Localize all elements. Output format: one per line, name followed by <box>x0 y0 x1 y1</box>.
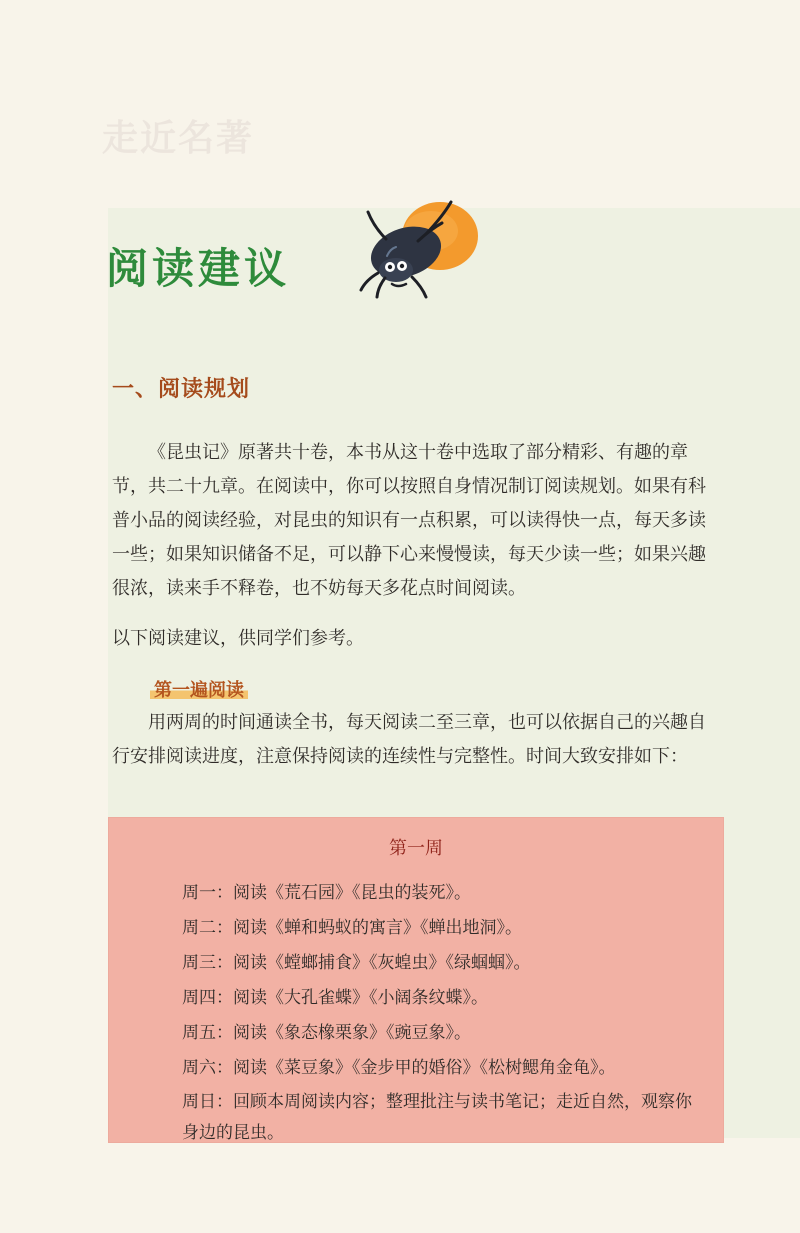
suggestion-text: 以下阅读建议，供同学们参考。 <box>112 628 364 649</box>
schedule-line-sunday: 周日：回顾本周阅读内容；整理批注与读书笔记；走近自然，观察你身边的昆虫。 <box>182 1092 692 1143</box>
schedule-line-saturday: 周六：阅读《菜豆象》《金步甲的婚俗》《松树鳃角金龟》。 <box>182 1058 616 1078</box>
intro-text: 《昆虫记》原著共十卷，本书从这十卷中选取了部分精彩、有趣的章节，共二十九章。在阅读中，你可以按照自身情况制订阅读规划。如果有科普小品的阅读经验，对昆虫的知识有一点积累，可以读得快一点，每天多读一些；如果知识储备不足，可以静下心来慢慢读，每天少读一些；如果兴趣很浓，读来手不释卷，也不妨每天多花点时间阅读。 <box>112 442 706 599</box>
dung-beetle-icon <box>330 194 500 314</box>
schedule-line-friday: 周五：阅读《象态橡栗象》《豌豆象》。 <box>182 1023 471 1043</box>
first-pass-title: 第一遍阅读 <box>150 676 248 702</box>
reading-paragraph <box>112 706 720 774</box>
page-header-label: 走近名著 <box>102 118 255 159</box>
schedule-line-wednesday: 周三：阅读《螳螂捕食》《灰蝗虫》《绿蝈蝈》。 <box>182 953 531 973</box>
suggestion-paragraph <box>112 604 720 674</box>
schedule-box <box>108 817 724 1143</box>
schedule-line-monday: 周一：阅读《荒石园》《昆虫的装死》。 <box>182 883 471 903</box>
reading-text: 用两周的时间通读全书，每天阅读二至三章，也可以依据自己的兴趣自行安排阅读进度，注意保持阅读的连续性与完整性。时间大致安排如下： <box>112 712 706 767</box>
schedule-line-thursday: 周四：阅读《大孔雀蝶》《小阔条纹蝶》。 <box>182 988 488 1008</box>
week-title: 第一周 <box>389 838 443 859</box>
schedule-line-tuesday: 周二：阅读《蝉和蚂蚁的寓言》《蝉出地洞》。 <box>182 918 522 938</box>
reading-plan-title: 一、阅读规划 <box>112 377 251 402</box>
intro-paragraph <box>112 436 720 606</box>
section-title: 阅读建议 <box>106 244 291 293</box>
